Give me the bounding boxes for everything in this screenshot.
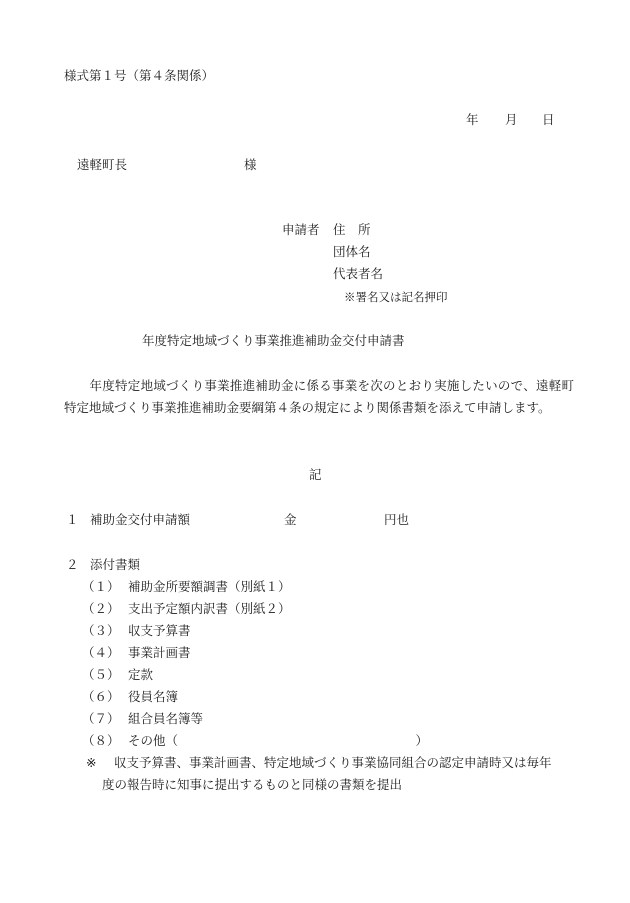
list-item (82, 645, 191, 661)
list-item-number: （１） (82, 579, 120, 594)
list-item-text: 補助金所要額調書（別紙１） (128, 579, 291, 594)
applicant-representative-label: 代表者名 (333, 266, 384, 281)
applicant-signature-note: ※署名又は記名押印 (344, 290, 448, 304)
note-line-2: 度の報告時に知事に提出するものと同様の書類を提出 (102, 777, 403, 792)
section2-label: 添付書類 (90, 557, 141, 572)
section1-number: １ (66, 512, 79, 527)
applicant-heading: 申請者 (282, 222, 320, 237)
list-item (82, 689, 178, 705)
list-item (82, 579, 291, 595)
list-item-number: （８） (82, 733, 120, 748)
note-mark: ※ (86, 755, 97, 770)
list-item (82, 711, 203, 727)
list-item-text: その他（ ） (128, 733, 429, 748)
applicant-group-label: 団体名 (333, 244, 371, 259)
list-item-text: 事業計画書 (128, 645, 191, 660)
list-item-number: （７） (82, 711, 120, 726)
list-item-number: （４） (82, 645, 120, 660)
date-year-label: 年 (466, 112, 479, 127)
section1-kin: 金 (284, 512, 297, 527)
list-item-number: （６） (82, 689, 120, 704)
list-item (82, 623, 191, 639)
section2-number: ２ (66, 557, 79, 572)
date-day-label: 日 (542, 112, 555, 127)
form-number: 様式第１号（第４条関係） (64, 68, 215, 83)
list-item-text: 収支予算書 (128, 623, 191, 638)
body-paragraph: 年度特定地域づくり事業推進補助金に係る事業を次のとおり実施したいので、遠軽町特定地域づくり事業推進補助金要綱第４条の規定により関係書類を添えて申請します。 (64, 378, 574, 415)
applicant-address-label: 住 所 (333, 222, 371, 237)
attachment-note (86, 752, 574, 796)
list-item (82, 667, 153, 683)
list-item-text: 定款 (128, 667, 154, 682)
list-item-text: 役員名簿 (128, 689, 179, 704)
list-item-text: 組合員名簿等 (128, 711, 204, 726)
date-month-label: 月 (505, 112, 518, 127)
ki-label: 記 (309, 467, 322, 482)
list-item-number: （３） (82, 623, 120, 638)
addressee-name: 遠軽町長 (77, 157, 128, 172)
addressee-honorific: 様 (244, 157, 257, 172)
list-item-number: （５） (82, 667, 120, 682)
section1-yen: 円也 (384, 512, 410, 527)
list-item-text: 支出予定額内訳書（別紙２） (128, 601, 291, 616)
document-title: 年度特定地域づくり事業推進補助金交付申請書 (142, 333, 405, 348)
section1-label: 補助金交付申請額 (90, 512, 191, 527)
note-line-1: 収支予算書、事業計画書、特定地域づくり事業協同組合の認定申請時又は毎年 (114, 755, 552, 770)
list-item (82, 601, 291, 617)
list-item-number: （２） (82, 601, 120, 616)
list-item (82, 733, 428, 749)
